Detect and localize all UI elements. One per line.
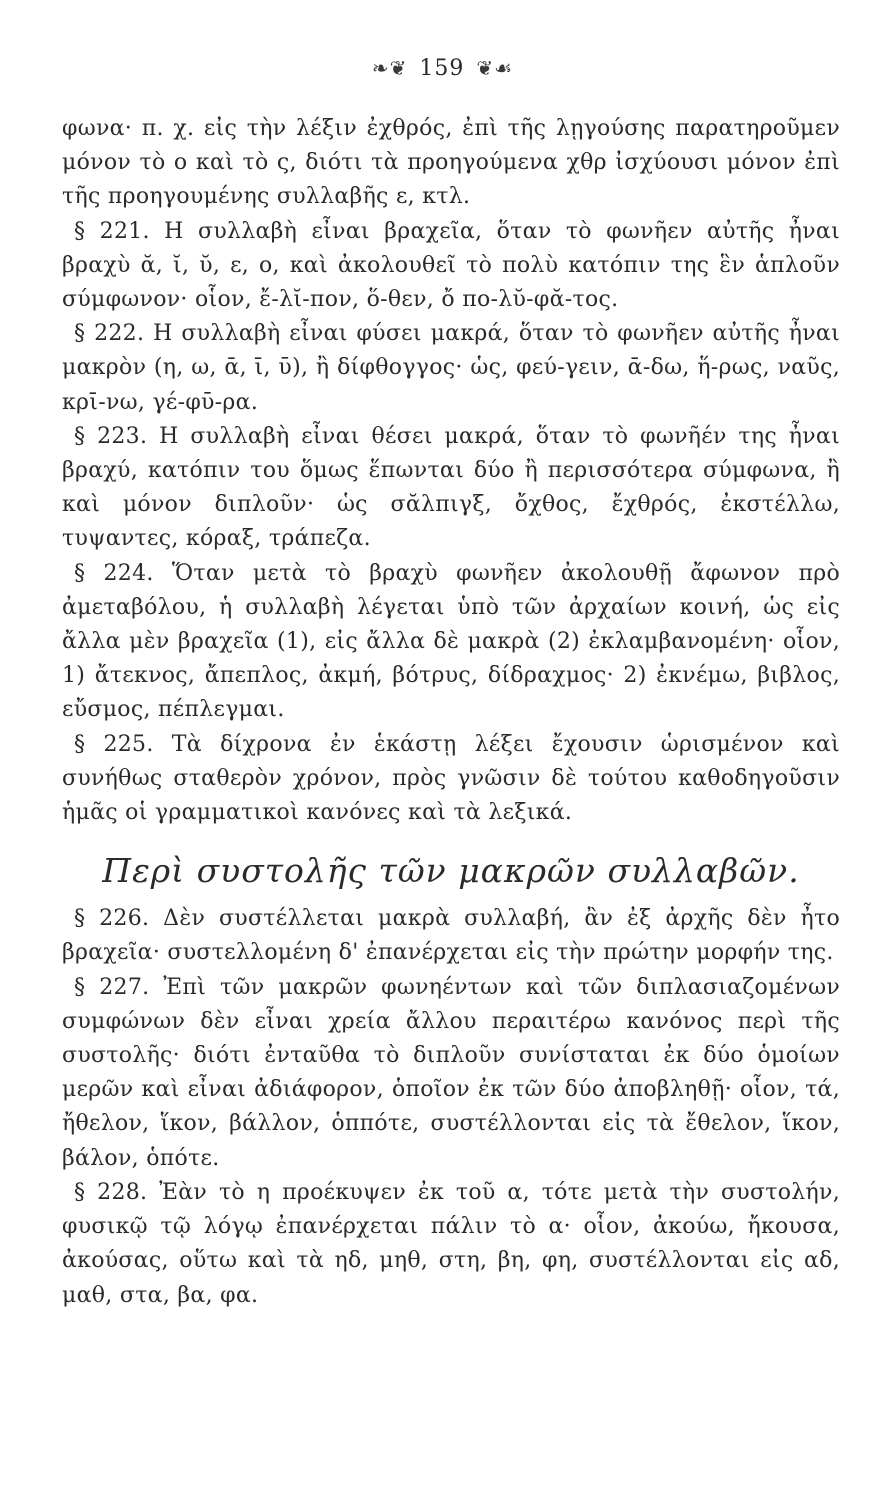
chapter-heading: Περὶ συστολῆς τῶν μακρῶν συλλαβῶν. [102,851,800,891]
section-number: § 222. [74,321,145,347]
section-number: § 223. [74,423,148,449]
paragraph-text: Τὰ δίχρονα ἐν ἑκάστῃ λέξει ἔχουσιν ὡρισμένον καὶ συνήθως σταθερὸν χρόνον, πρὸς γνῶσιν δὲ τούτου καθοδηγοῦσιν ἡμᾶς οἱ γραμματικοὶ κανόνες καὶ τὰ λεξικά. [62,731,840,826]
section-228 [62,1176,840,1313]
paragraph-text: φωνα· π. χ. εἰς τὴν λέξιν ἐχθρός, ἐπὶ τῆς λῃγούσης παρατηροῦμεν μόνον τὸ ο καὶ τὸ ς, διότι τὰ προηγούμενα χθρ ἰσχύουσι μόνον ἐπὶ τῆς προηγουμένης συλλαβῆς ε, κτλ. [62,116,840,210]
section-number: § 225. [74,731,154,757]
section-225 [62,728,840,831]
section-224 [62,557,840,728]
section-226 [62,902,840,970]
section-221 [62,215,840,318]
paragraph-text: Η συλλαβὴ εἶναι βραχεῖα, ὅταν τὸ φωνῆεν αὐτῆς ἦναι βραχὺ ᾰ, ῐ, ῠ, ε, ο, καὶ ἀκολουθεῖ τὸ πολὺ κατόπιν της ἓν ἁπλοῦν σύμφωνον· οἷον, ἔ-λῐ-πον, ὅ-θεν, ὄ πο-λῠ-φᾰ-τος. [62,218,840,313]
paragraph-text: Η συλλαβὴ εἶναι φύσει μακρά, ὅταν τὸ φωνῆεν αὐτῆς ἦναι μακρὸν (η, ω, ᾱ, ῑ, ῡ), ἢ δίφθογγος· ὡς, φεύ-γειν, ᾱ-δω, ἥ-ρως, ναῦς, κρῑ-νω, γέ-φῡ-ρα. [62,321,840,415]
page-number: 159 [419,56,465,81]
section-number: § 228. [74,1179,148,1205]
section-227 [62,971,840,1176]
paragraph-continuation [62,112,840,215]
paragraph-text: Ἐὰν τὸ η προέκυψεν ἐκ τοῦ α, τότε μετὰ τὴν συστολήν, φυσικῷ τῷ λόγῳ ἐπανέρχεται πάλιν τὸ α· οἷον, ἀκούω, ἤκουσα, ἀκούσας, οὕτω καὶ τὰ ηδ, μηθ, στη, βη, φη, συστέλλονται εἰς αδ, μαθ, στα, βα, φα. [62,1179,841,1308]
section-number: § 226. [74,906,150,932]
paragraph-text: Ἐπὶ τῶν μακρῶν φωνηέντων καὶ τῶν διπλασιαζομένων συμφώνων δὲν εἶναι χρεία ἄλλου περαιτέρω κανόνος περὶ τῆς συστολῆς· διότι ἐνταῦθα τὸ διπλοῦν συνίσταται ἐκ δύο ὁμοίων μερῶν καὶ εἶναι ἀδιάφορον, ὁποῖον ἐκ τῶν δύο ἀποβληθῇ· οἷον, τά, ἤθελον, ἵκον, βάλλον, ὁππότε, συστέλλονται εἰς τὰ ἔθελον, ἵκον, βάλον, ὁπότε. [62,974,840,1171]
page-header [0,56,885,81]
paragraph-text: Η συλλαβὴ εἶναι θέσει μακρά, ὅταν τὸ φωνῆέν της ἦναι βραχύ, κατόπιν του ὅμως ἕπωνται δύο ἢ περισσότερα σύμφωνα, ἢ καὶ μόνον διπλοῦν· ὡς σᾰλπιγξ, ὄχθος, ἔχθρός, ἐκστέλλω, τυψαντες, κόραξ, τράπεζα. [62,423,841,552]
section-number: § 221. [74,218,150,244]
paragraph-text: Ὅταν μετὰ τὸ βραχὺ φωνῆεν ἀκολουθῇ ἄφωνον πρὸ ἀμεταβόλου, ἡ συλλαβὴ λέγεται ὑπὸ τῶν ἀρχαίων κοινή, ὡς εἰς ἄλλα μὲν βραχεῖα (1), εἰς ἄλλα δὲ μακρὰ (2) ἐκλαμβανομένη· οἷον, 1) ἄτεκνος, ἄπεπλος, ἀκμή, βότρυς, δίδραχμος· 2) ἐκνέμω, βιβλος, εὔσμος, πέπλεγμαι. [62,560,840,723]
page-body [62,112,840,1313]
paragraph-text: Δὲν συστέλλεται μακρὰ συλλαβή, ἂν ἐξ ἀρχῆς δὲν ἦτο βραχεῖα· συστελλομένη δ' ἐπανέρχεται εἰς τὴν πρώτην μορφήν της. [62,906,840,966]
section-223 [62,420,840,557]
section-number: § 224. [74,560,154,586]
right-ornament-icon: ❦☙ [476,56,514,80]
left-ornament-icon: ❧❦ [371,56,408,80]
section-222 [62,317,840,420]
section-number: § 227. [74,974,150,1000]
